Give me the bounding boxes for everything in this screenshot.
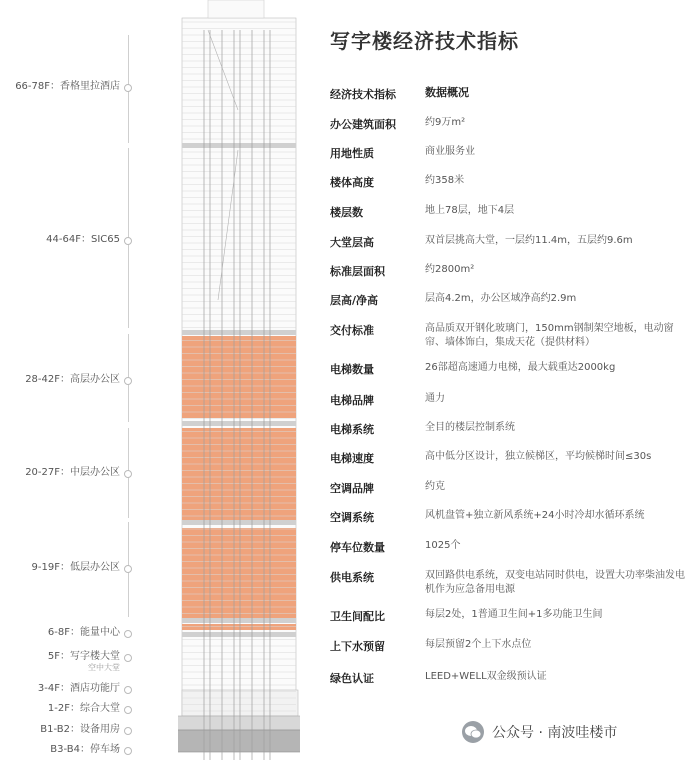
row-key: 电梯数量 [330,363,374,376]
row-value: 1025个 [425,540,461,551]
tower-crown [208,0,264,18]
table-row [330,539,685,559]
row-key: 标准层面积 [330,265,385,278]
row-value: LEED+WELL双金级预认证 [425,671,547,682]
floor-tick [124,630,132,638]
row-value: 约358米 [425,175,465,186]
table-row [330,509,685,529]
row-key: 经济技术指标 [330,88,396,101]
row-key: 层高/净高 [330,294,379,307]
floor-label-6-8: 6-8F：能量中心 [47,627,120,638]
floor-tick [124,377,132,385]
table-row [330,608,685,628]
row-key: 楼体高度 [330,176,374,189]
mechanical-floor [182,421,296,426]
table-row [330,292,685,312]
table-row [330,421,685,441]
mechanical-floor [182,632,296,637]
table-row [330,480,685,500]
table-row [330,361,685,381]
row-value: 风机盘管+独立新风系统+24小时冷却水循环系统 [425,510,645,521]
row-value: 全目的楼层控制系统 [425,422,515,433]
floor-label-3-4: 3-4F：酒店功能厅 [37,683,120,694]
floor-tick [124,565,132,573]
table-row [330,204,685,224]
row-value: 地上78层，地下4层 [425,205,515,216]
row-value: 高品质双开钢化玻璃门，150mm钢制架空地板，电动窗帘、墙体饰白，集成天花（提供材料） [425,323,674,348]
table-row [330,569,685,595]
wechat-icon [462,721,484,743]
row-value: 数据概况 [425,86,469,99]
mechanical-floor [182,618,296,623]
table-row [330,670,685,690]
table-row [330,263,685,283]
mechanical-floor [182,520,296,525]
row-key: 办公建筑面积 [330,118,396,131]
floor-label-9-19: 9-19F：低层办公区 [31,562,120,573]
row-key: 交付标准 [330,324,374,337]
floor-tick [124,747,132,755]
row-key: 绿色认证 [330,672,374,685]
row-key: 卫生间配比 [330,610,385,623]
table-row [330,392,685,412]
mechanical-floor [182,143,296,148]
floor-tick [124,686,132,694]
watermark [462,721,617,743]
row-value: 约克 [425,481,445,492]
floor-label-20-27: 20-27F：中层办公区 [25,467,120,478]
row-key: 停车位数量 [330,541,385,554]
floor-sublabel-5: 空中大堂 [88,663,120,672]
row-key: 空调系统 [330,511,374,524]
floor-label-5: 5F：写字楼大堂 [47,651,120,662]
row-value: 26部超高速通力电梯，最大载重达2000kg [425,362,616,373]
watermark-text: 公众号 · 南波哇楼市 [492,725,618,741]
table-row [330,450,685,470]
row-key: 楼层数 [330,206,363,219]
office-zone-mid [182,428,296,520]
floor-label-44-64: 44-64F：SIC65 [46,234,120,245]
row-key: 电梯系统 [330,423,374,436]
row-value: 商业服务业 [425,146,475,157]
table-row [330,145,685,165]
floor-tick [124,706,132,714]
floor-tick [124,84,132,92]
mechanical-floor [182,330,296,335]
row-key: 电梯速度 [330,452,374,465]
row-key: 供电系统 [330,571,374,584]
table-row [330,174,685,194]
row-value: 约9万m² [425,117,466,128]
row-key: 空调品牌 [330,482,374,495]
office-zone-strip [182,624,296,630]
row-value: 双首层挑高大堂，一层约11.4m，五层约9.6m [425,235,633,246]
tower-section [178,0,300,760]
row-value: 通力 [425,393,445,404]
basement-b3-b4 [178,730,300,752]
row-key: 上下水预留 [330,640,385,653]
row-key: 用地性质 [330,147,374,160]
table-row [330,322,685,348]
floor-label-28-42: 28-42F：高层办公区 [25,374,120,385]
floor-tick [124,654,132,662]
table-row [330,638,685,658]
floor-label-b1-b2: B1-B2：设备用房 [40,724,120,735]
table-title: 写字楼经济技术指标 [330,29,519,53]
row-value: 层高4.2m，办公区域净高约2.9m [425,293,577,304]
office-zone-low [182,528,296,618]
row-key: 大堂层高 [330,236,374,249]
table-row [330,86,685,106]
floor-tick [124,727,132,735]
basement-b1-b2 [178,716,300,730]
row-value: 每层2处，1普通卫生间+1多功能卫生间 [425,609,603,620]
floor-tick [124,237,132,245]
table-row [330,116,685,136]
row-value: 每层预留2个上下水点位 [425,639,532,650]
row-value: 双回路供电系统，双变电站同时供电，设置大功率柴油发电机作为应急备用电源 [425,570,685,595]
row-value: 约2800m² [425,264,475,275]
floor-label-b3-b4: B3-B4：停车场 [50,744,120,755]
floor-tick [124,470,132,478]
floor-label-66-78: 66-78F：香格里拉酒店 [15,81,120,92]
floor-label-1-2: 1-2F：综合大堂 [47,703,120,714]
row-key: 电梯品牌 [330,394,374,407]
table-row [330,234,685,254]
row-value: 高中低分区设计，独立候梯区，平均候梯时间≤30s [425,451,652,462]
